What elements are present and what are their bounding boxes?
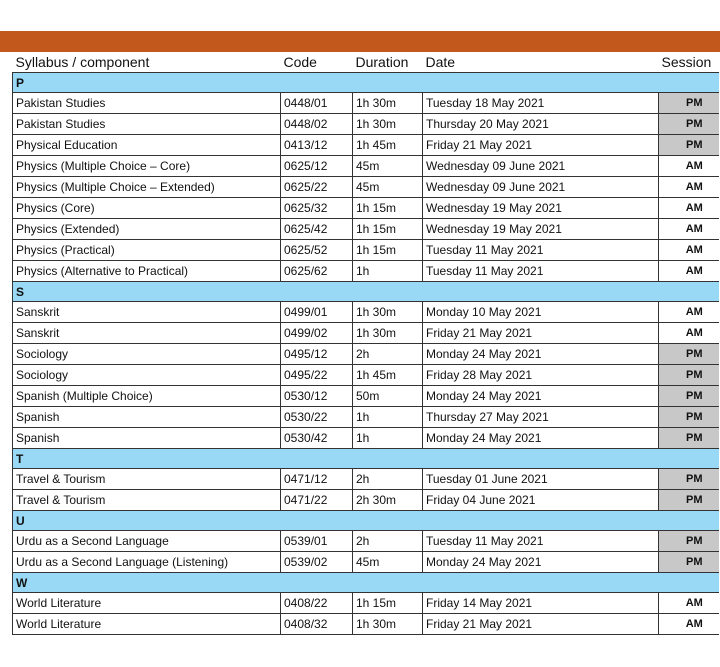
session-cell: PM	[659, 552, 719, 573]
date-cell: Friday 21 May 2021	[423, 135, 659, 156]
code-cell: 0495/22	[281, 365, 353, 386]
table-row	[13, 593, 719, 614]
table-row	[13, 407, 719, 428]
syllabus-cell: Physics (Extended)	[13, 219, 281, 240]
table-row	[13, 531, 719, 552]
header-syllabus: Syllabus / component	[13, 52, 281, 73]
syllabus-cell: Sanskrit	[13, 323, 281, 344]
session-cell: PM	[659, 469, 719, 490]
duration-cell: 1h 15m	[353, 219, 423, 240]
table-row	[13, 614, 719, 635]
code-cell: 0530/12	[281, 386, 353, 407]
duration-cell: 45m	[353, 552, 423, 573]
table-row	[13, 344, 719, 365]
table-row	[13, 135, 719, 156]
timetable-container	[12, 52, 718, 635]
duration-cell: 1h 30m	[353, 614, 423, 635]
date-cell: Tuesday 11 May 2021	[423, 531, 659, 552]
code-cell: 0625/62	[281, 261, 353, 282]
code-cell: 0625/52	[281, 240, 353, 261]
session-cell: PM	[659, 407, 719, 428]
duration-cell: 2h 30m	[353, 490, 423, 511]
table-row	[13, 490, 719, 511]
table-row	[13, 156, 719, 177]
table-row	[13, 177, 719, 198]
letter-row-t	[13, 449, 719, 469]
table-row	[13, 261, 719, 282]
syllabus-cell: World Literature	[13, 593, 281, 614]
syllabus-cell: Travel & Tourism	[13, 490, 281, 511]
duration-cell: 50m	[353, 386, 423, 407]
session-cell: AM	[659, 593, 719, 614]
duration-cell: 45m	[353, 177, 423, 198]
session-cell: AM	[659, 261, 719, 282]
code-cell: 0499/02	[281, 323, 353, 344]
table-row	[13, 428, 719, 449]
table-row	[13, 469, 719, 490]
session-cell: AM	[659, 156, 719, 177]
code-cell: 0448/02	[281, 114, 353, 135]
date-cell: Wednesday 09 June 2021	[423, 177, 659, 198]
session-cell: PM	[659, 490, 719, 511]
duration-cell: 1h	[353, 428, 423, 449]
syllabus-cell: Spanish	[13, 428, 281, 449]
session-cell: PM	[659, 344, 719, 365]
section-letter: P	[13, 73, 719, 93]
date-cell: Friday 21 May 2021	[423, 614, 659, 635]
syllabus-cell: World Literature	[13, 614, 281, 635]
letter-row-p	[13, 73, 719, 93]
syllabus-cell: Pakistan Studies	[13, 114, 281, 135]
header-row	[13, 52, 719, 73]
duration-cell: 2h	[353, 469, 423, 490]
date-cell: Friday 21 May 2021	[423, 323, 659, 344]
duration-cell: 45m	[353, 156, 423, 177]
syllabus-cell: Physics (Core)	[13, 198, 281, 219]
duration-cell: 1h 30m	[353, 323, 423, 344]
duration-cell: 1h 30m	[353, 302, 423, 323]
code-cell: 0408/22	[281, 593, 353, 614]
section-letter: S	[13, 282, 719, 302]
letter-row-s	[13, 282, 719, 302]
duration-cell: 2h	[353, 344, 423, 365]
header-date: Date	[423, 52, 659, 73]
syllabus-cell: Spanish (Multiple Choice)	[13, 386, 281, 407]
session-cell: PM	[659, 428, 719, 449]
table-row	[13, 198, 719, 219]
syllabus-cell: Physical Education	[13, 135, 281, 156]
syllabus-cell: Physics (Practical)	[13, 240, 281, 261]
date-cell: Monday 24 May 2021	[423, 552, 659, 573]
duration-cell: 1h 45m	[353, 365, 423, 386]
session-cell: PM	[659, 365, 719, 386]
duration-cell: 1h 15m	[353, 240, 423, 261]
code-cell: 0539/02	[281, 552, 353, 573]
date-cell: Tuesday 01 June 2021	[423, 469, 659, 490]
table-row	[13, 219, 719, 240]
exam-timetable	[12, 52, 719, 635]
section-letter: W	[13, 573, 719, 593]
code-cell: 0530/42	[281, 428, 353, 449]
syllabus-cell: Sociology	[13, 344, 281, 365]
date-cell: Monday 24 May 2021	[423, 386, 659, 407]
code-cell: 0625/32	[281, 198, 353, 219]
section-letter: T	[13, 449, 719, 469]
date-cell: Wednesday 19 May 2021	[423, 198, 659, 219]
syllabus-cell: Sociology	[13, 365, 281, 386]
date-cell: Thursday 20 May 2021	[423, 114, 659, 135]
table-row	[13, 114, 719, 135]
date-cell: Friday 28 May 2021	[423, 365, 659, 386]
date-cell: Wednesday 19 May 2021	[423, 219, 659, 240]
date-cell: Thursday 27 May 2021	[423, 407, 659, 428]
syllabus-cell: Sanskrit	[13, 302, 281, 323]
code-cell: 0499/01	[281, 302, 353, 323]
header-duration: Duration	[353, 52, 423, 73]
code-cell: 0408/32	[281, 614, 353, 635]
syllabus-cell: Urdu as a Second Language (Listening)	[13, 552, 281, 573]
timetable-body	[13, 73, 719, 635]
code-cell: 0448/01	[281, 93, 353, 114]
session-cell: AM	[659, 302, 719, 323]
syllabus-cell: Physics (Multiple Choice – Core)	[13, 156, 281, 177]
session-cell: AM	[659, 614, 719, 635]
code-cell: 0471/22	[281, 490, 353, 511]
header-code: Code	[281, 52, 353, 73]
date-cell: Monday 24 May 2021	[423, 344, 659, 365]
date-cell: Tuesday 18 May 2021	[423, 93, 659, 114]
duration-cell: 1h 15m	[353, 593, 423, 614]
syllabus-cell: Urdu as a Second Language	[13, 531, 281, 552]
code-cell: 0413/12	[281, 135, 353, 156]
letter-row-u	[13, 511, 719, 531]
code-cell: 0471/12	[281, 469, 353, 490]
syllabus-cell: Pakistan Studies	[13, 93, 281, 114]
session-cell: AM	[659, 177, 719, 198]
duration-cell: 1h 30m	[353, 93, 423, 114]
duration-cell: 1h	[353, 407, 423, 428]
session-cell: PM	[659, 114, 719, 135]
date-cell: Wednesday 09 June 2021	[423, 156, 659, 177]
duration-cell: 1h 30m	[353, 114, 423, 135]
session-cell: PM	[659, 531, 719, 552]
date-cell: Friday 04 June 2021	[423, 490, 659, 511]
session-cell: AM	[659, 240, 719, 261]
section-letter: U	[13, 511, 719, 531]
code-cell: 0530/22	[281, 407, 353, 428]
syllabus-cell: Physics (Alternative to Practical)	[13, 261, 281, 282]
table-row	[13, 386, 719, 407]
date-cell: Monday 24 May 2021	[423, 428, 659, 449]
code-cell: 0625/42	[281, 219, 353, 240]
session-cell: AM	[659, 219, 719, 240]
syllabus-cell: Travel & Tourism	[13, 469, 281, 490]
code-cell: 0495/12	[281, 344, 353, 365]
duration-cell: 2h	[353, 531, 423, 552]
duration-cell: 1h	[353, 261, 423, 282]
session-cell: PM	[659, 93, 719, 114]
session-cell: PM	[659, 135, 719, 156]
letter-row-w	[13, 573, 719, 593]
table-row	[13, 302, 719, 323]
code-cell: 0625/22	[281, 177, 353, 198]
table-row	[13, 552, 719, 573]
table-row	[13, 365, 719, 386]
session-cell: AM	[659, 198, 719, 219]
table-row	[13, 93, 719, 114]
code-cell: 0625/12	[281, 156, 353, 177]
orange-header-bar	[0, 31, 720, 52]
table-row	[13, 323, 719, 344]
date-cell: Monday 10 May 2021	[423, 302, 659, 323]
session-cell: AM	[659, 323, 719, 344]
duration-cell: 1h 45m	[353, 135, 423, 156]
date-cell: Tuesday 11 May 2021	[423, 261, 659, 282]
syllabus-cell: Physics (Multiple Choice – Extended)	[13, 177, 281, 198]
session-cell: PM	[659, 386, 719, 407]
date-cell: Tuesday 11 May 2021	[423, 240, 659, 261]
duration-cell: 1h 15m	[353, 198, 423, 219]
syllabus-cell: Spanish	[13, 407, 281, 428]
table-row	[13, 240, 719, 261]
date-cell: Friday 14 May 2021	[423, 593, 659, 614]
header-session: Session	[659, 52, 719, 73]
code-cell: 0539/01	[281, 531, 353, 552]
